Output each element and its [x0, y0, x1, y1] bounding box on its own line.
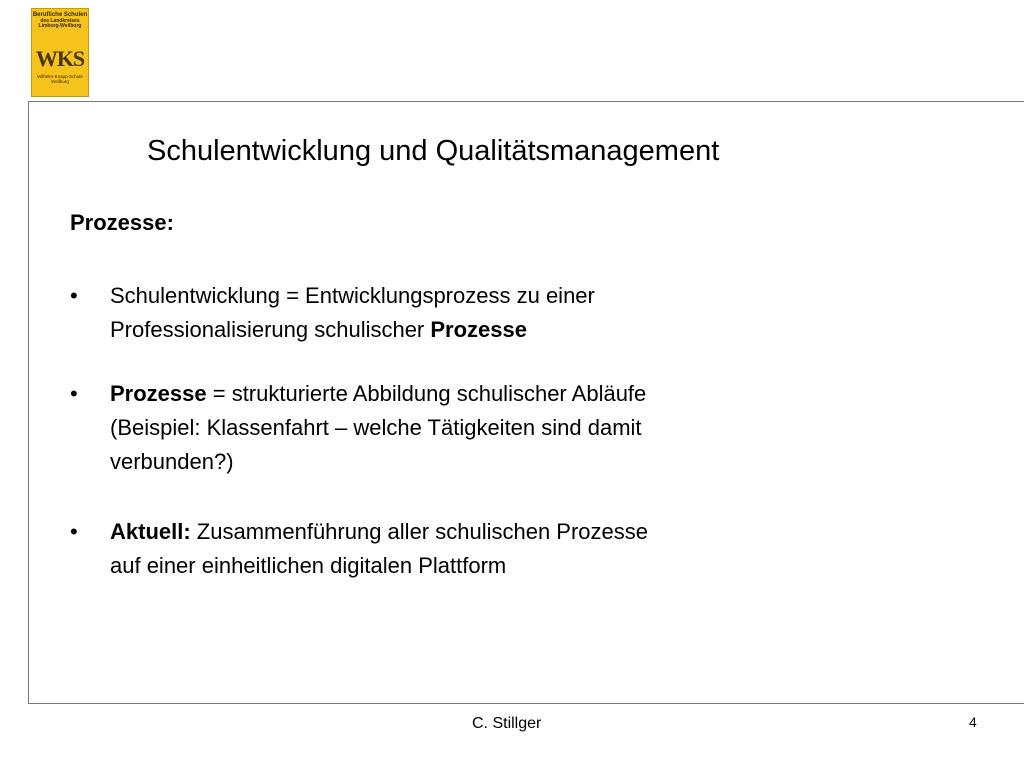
bullet-1-line-2	[110, 313, 830, 347]
logo-bottom-line-2: Weilburg	[51, 78, 69, 84]
bullet-dot: •	[70, 519, 78, 544]
bullet-2-line-1-rest: = strukturierte Abbildung schulischer Abläufe	[206, 381, 647, 406]
school-logo	[31, 8, 89, 97]
bullet-dot: •	[70, 283, 78, 308]
logo-top-text	[32, 9, 88, 30]
bullet-3-line-1	[110, 515, 830, 549]
bullet-text-1	[110, 279, 830, 347]
bullet-text-3	[110, 515, 830, 583]
bullet-1-line-1: Schulentwicklung = Entwicklungsprozess zu einer	[110, 283, 595, 308]
bullet-3-line-1-rest: Zusammenführung aller schulischen Prozesse	[190, 519, 649, 544]
bullet-2-line-3: verbunden?)	[110, 449, 234, 474]
logo-line-2: des Landkreises	[40, 17, 80, 24]
bullet-1-line-2-prefix: Professionalisierung schulischer	[110, 317, 431, 342]
bullet-2-bold-term: Prozesse	[110, 381, 207, 406]
bullet-text-2	[110, 377, 830, 479]
bullet-3-line-2: auf einer einheitlichen digitalen Plattform	[110, 553, 507, 578]
logo-bottom-line-1: Wilhelm-Knapp-Schule	[37, 73, 83, 79]
bullet-1-bold-term: Prozesse	[430, 317, 527, 342]
bullet-3-bold-term: Aktuell:	[110, 519, 191, 544]
bullet-2-line-2: (Beispiel: Klassenfahrt – welche Tätigkeiten sind damit	[110, 415, 642, 440]
logo-line-1: Berufliche Schulen	[32, 12, 88, 18]
slide-title: Schulentwicklung und Qualitätsmanagement	[147, 135, 720, 167]
logo-bottom-text	[32, 74, 88, 84]
logo-line-3: Limburg-Weilburg	[38, 23, 82, 29]
section-heading: Prozesse:	[70, 210, 174, 235]
bullet-dot: •	[70, 381, 78, 406]
page-number: 4	[969, 714, 977, 730]
logo-mark: WKS	[35, 45, 85, 71]
bullet-2-line-1	[110, 377, 830, 411]
footer-author: C. Stillger	[472, 715, 542, 732]
